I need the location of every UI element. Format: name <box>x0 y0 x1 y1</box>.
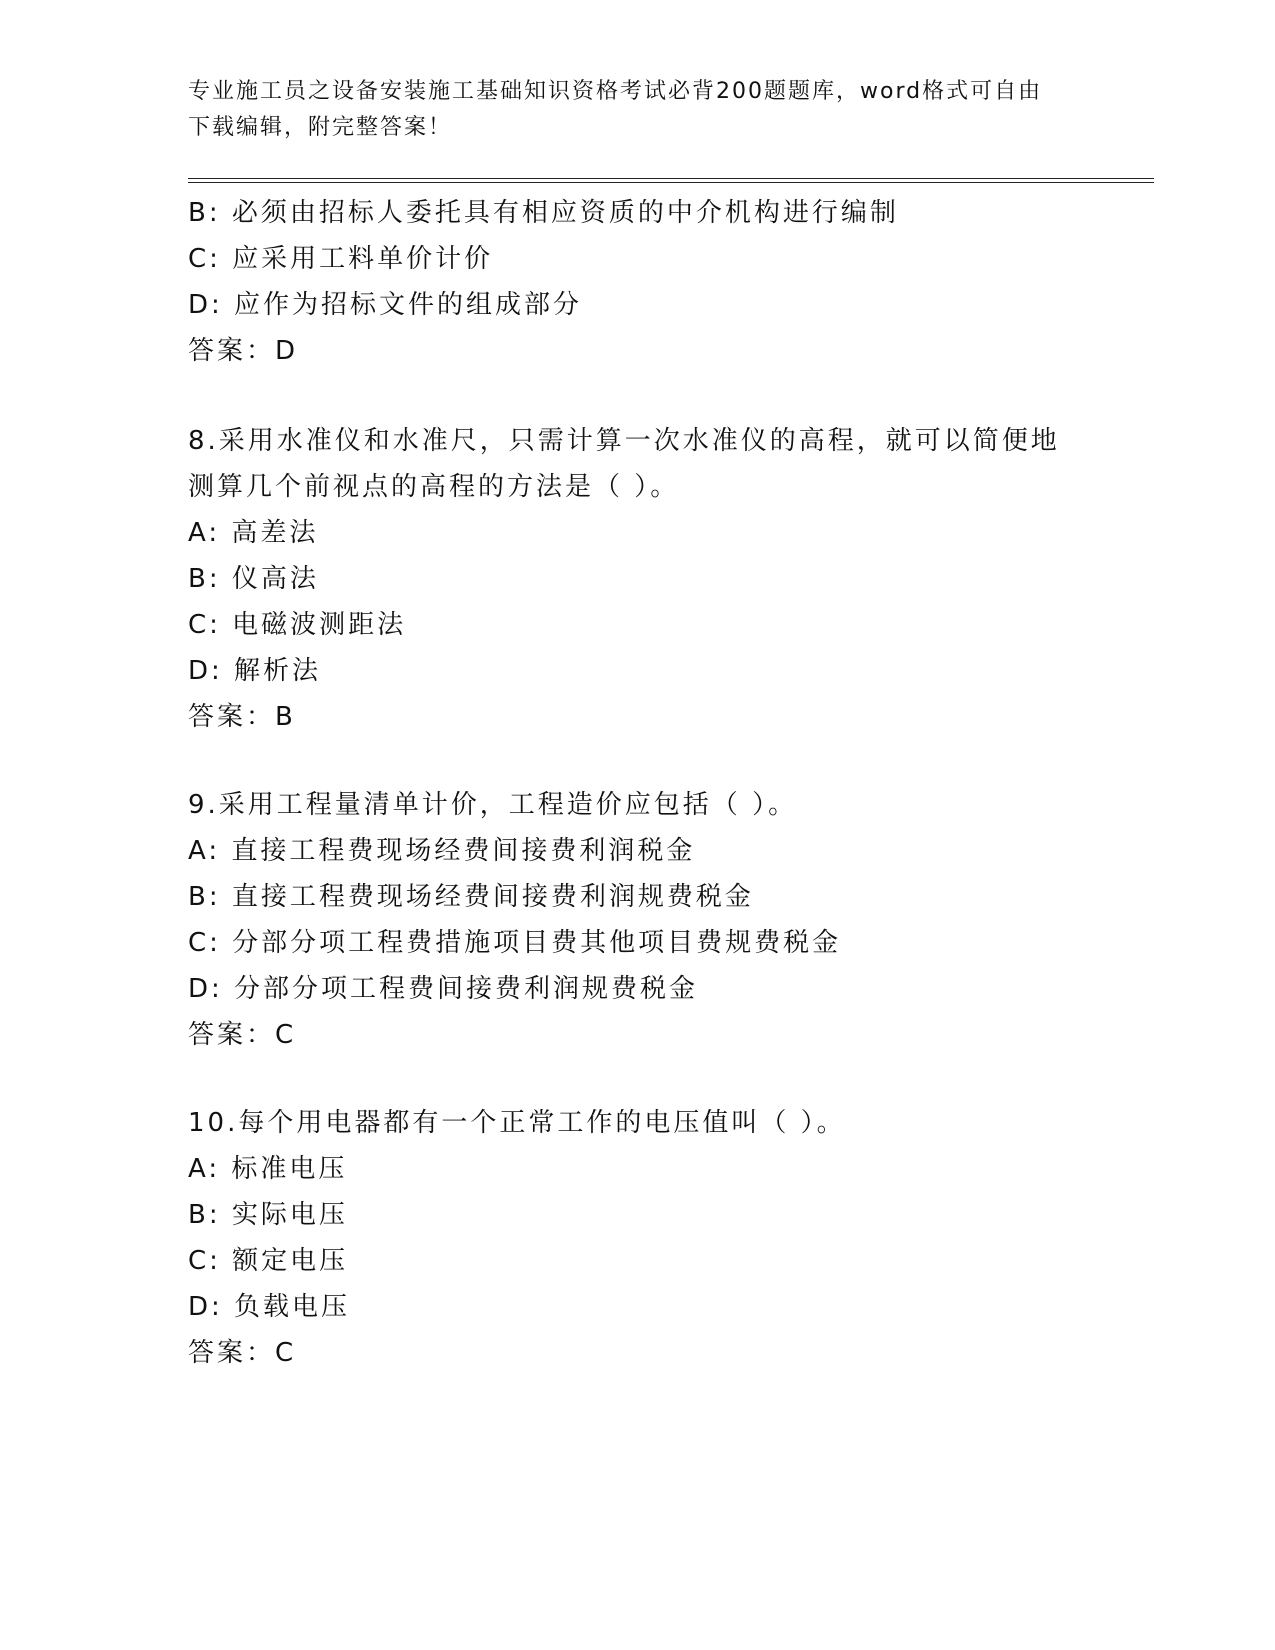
question-stem: 8.采用水准仪和水准尺，只需计算一次水准仪的高程，就可以简便地 <box>188 426 1060 456</box>
question-stem: 9.采用工程量清单计价，工程造价应包括（ ）。 <box>188 790 798 820</box>
answer: 答案：B <box>188 702 296 732</box>
option-c: C: 电磁波测距法 <box>188 610 407 640</box>
spacer <box>188 374 1088 418</box>
question-stem: 10.每个用电器都有一个正常工作的电压值叫（ ）。 <box>188 1108 846 1138</box>
option-b: B: 实际电压 <box>188 1200 348 1230</box>
option-d: D: 分部分项工程费间接费利润规费税金 <box>188 974 699 1004</box>
header-title-line2: 下载编辑，附完整答案！ <box>188 115 453 140</box>
spacer <box>188 1058 1088 1100</box>
document-body <box>188 190 1088 1376</box>
header-title-line1: 专业施工员之设备安装施工基础知识资格考试必背200题题库，word格式可自由 <box>188 79 1043 104</box>
option-b: B: 必须由招标人委托具有相应资质的中介机构进行编制 <box>188 198 899 228</box>
page-header <box>188 74 1068 146</box>
answer: 答案：D <box>188 336 299 366</box>
answer: 答案：C <box>188 1020 297 1050</box>
option-b: B: 仪高法 <box>188 564 319 594</box>
option-d: D: 应作为招标文件的组成部分 <box>188 290 583 320</box>
option-a: A: 高差法 <box>188 518 319 548</box>
spacer <box>188 740 1088 782</box>
question-7-continued <box>188 190 1088 374</box>
header-divider <box>188 178 1154 183</box>
option-a: A: 直接工程费现场经费间接费利润税金 <box>188 836 696 866</box>
option-c: C: 应采用工料单价计价 <box>188 244 494 274</box>
option-a: A: 标准电压 <box>188 1154 348 1184</box>
option-c: C: 分部分项工程费措施项目费其他项目费规费税金 <box>188 928 842 958</box>
option-b: B: 直接工程费现场经费间接费利润规费税金 <box>188 882 754 912</box>
question-10 <box>188 1100 1088 1376</box>
option-c: C: 额定电压 <box>188 1246 349 1276</box>
answer: 答案：C <box>188 1338 297 1368</box>
question-9 <box>188 782 1088 1058</box>
option-d: D: 解析法 <box>188 656 322 686</box>
option-d: D: 负载电压 <box>188 1292 351 1322</box>
question-stem: 测算几个前视点的高程的方法是（ ）。 <box>188 472 680 502</box>
question-8 <box>188 418 1088 740</box>
